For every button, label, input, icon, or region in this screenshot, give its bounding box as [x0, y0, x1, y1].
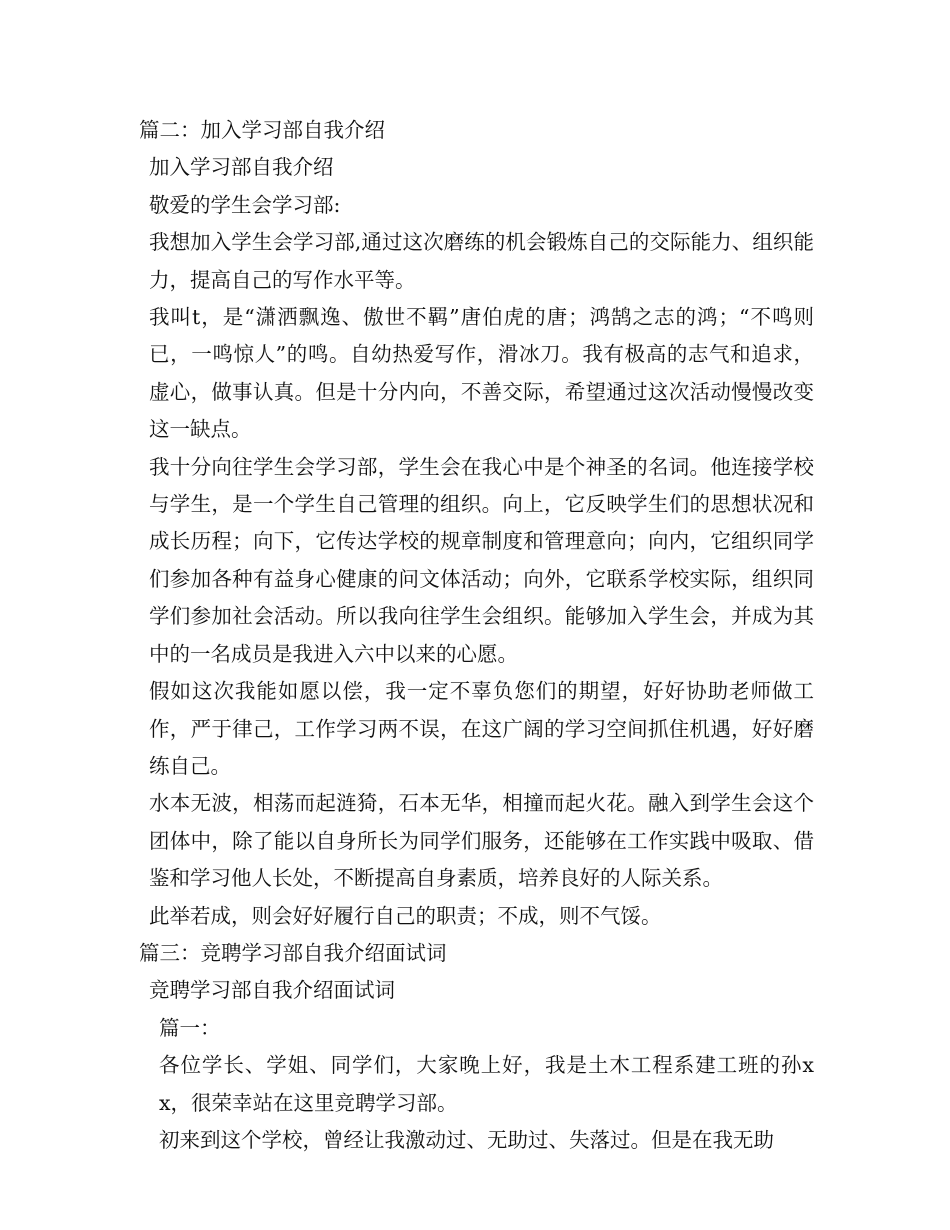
- section-title: 加入学习部自我介绍: [149, 155, 334, 180]
- paragraph: 水本无波，相荡而起涟猗，石本无华，相撞而起火花。融入到学生会这个团体中，除了能以自身所长为同学们服务，还能够在工作实践中吸取、借鉴和学习他人长处，不断提高自身素质，培养良好的人际关系。: [149, 791, 814, 891]
- section-heading: 篇二：加入学习部自我介绍: [139, 118, 385, 142]
- paragraph: 假如这次我能如愿以偿，我一定不辜负您们的期望，好好协助老师做工作，严于律己，工作学习两不误，在这广阔的学习空间抓住机遇，好好磨练自己。: [149, 679, 814, 778]
- paragraph: 我十分向往学生会学习部，学生会在我心中是个神圣的名词。他连接学校与学生，是一个学生自己管理的组织。向上，它反映学生们的思想状况和成长历程；向下，它传达学校的规章制度和管理意向；向内，它组织同学们参加各种有益身心健康的问文体活动；向外，它联系学校实际，组织同学们参加社会活动。所以我向往学生会组织。能够加入学生会，并成为其中的一名成员是我进入六中以来的心愿。: [149, 454, 814, 666]
- paragraph: 各位学长、学姐、同学们，大家晚上好，我是土木工程系建工班的孙xx，很荣幸站在这里竞聘学习部。: [159, 1053, 814, 1115]
- document-body: [139, 112, 814, 1159]
- paragraph: 我叫t，是“潇洒飘逸、傲世不羁”唐伯虎的唐；鸿鹄之志的鸿；“不鸣则已，一鸣惊人”的鸣。自幼热爱写作，滑冰刀。我有极高的志气和追求，虚心，做事认真。但是十分内向，不善交际，希望通过这次活动慢慢改变这一缺点。: [149, 305, 814, 442]
- paragraph: 初来到这个学校，曾经让我激动过、无助过、失落过。但是在我无助: [159, 1127, 774, 1152]
- paragraph: 我想加入学生会学习部,通过这次磨练的机会锻炼自己的交际能力、组织能力，提高自己的写作水平等。: [149, 230, 814, 292]
- salutation: 敬爱的学生会学习部:: [149, 192, 341, 217]
- section-title: 竞聘学习部自我介绍面试词: [149, 978, 395, 1003]
- section-heading: 篇三：竞聘学习部自我介绍面试词: [139, 940, 447, 965]
- paragraph: 此举若成，则会好好履行自己的职责；不成，则不气馁。: [149, 903, 662, 928]
- subsection-label: 篇一：: [159, 1015, 221, 1040]
